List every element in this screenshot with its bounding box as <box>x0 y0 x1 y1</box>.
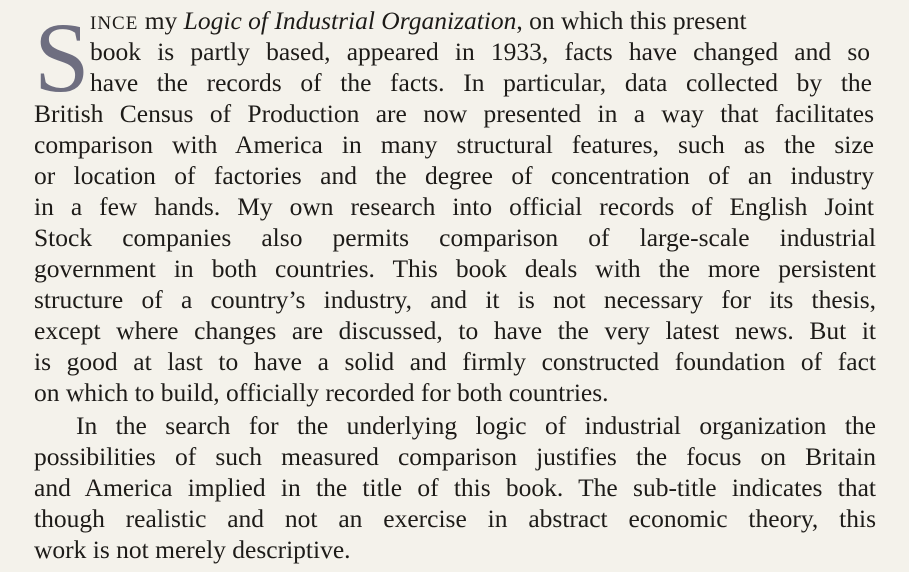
para1-line-8: Stock companies also permits comparison of large-scale industrial <box>34 223 876 252</box>
para1-line-6: or location of factories and the degree of concentration of an industry <box>34 161 874 190</box>
para1-line-11: except where changes are discussed, to have the very latest news. But it <box>34 316 876 345</box>
para2-line-3: and America implied in the title of this book. The sub-title indicates that <box>34 473 876 502</box>
para1-line-4: British Census of Production are now presented in a way that facilitates <box>34 99 874 128</box>
para1-line-9: government in both countries. This book deals with the more persistent <box>34 254 876 283</box>
lead-rest: , on which this present <box>516 6 747 35</box>
para2-line-1: In the search for the underlying logic of industrial organization the <box>76 411 876 440</box>
drop-cap: S <box>34 2 90 113</box>
para2-line-4: though realistic and not an exercise in abstract economic theory, this <box>34 504 876 533</box>
smallcaps-lead: INCE <box>90 13 139 34</box>
book-title-italic: Logic of Industrial Organization <box>183 6 517 35</box>
para1-line-12: is good at last to have a solid and firmly constructed foundation of fact <box>34 347 876 376</box>
para2-line-5: work is not merely descriptive. <box>34 535 351 564</box>
para1-line-10: structure of a country’s industry, and it is not necessary for its thesis, <box>34 285 876 314</box>
para1-line-5: comparison with America in many structural features, such as the size <box>34 130 874 159</box>
para1-line-1 <box>90 6 747 39</box>
para1-line-2: book is partly based, appeared in 1933, facts have changed and so <box>90 37 870 66</box>
lead-connector: my <box>138 6 184 35</box>
para2-line-2: possibilities of such measured comparison justifies the focus on Britain <box>34 442 876 471</box>
para1-line-7: in a few hands. My own research into official records of English Joint <box>34 192 874 221</box>
para1-line-13: on which to build, officially recorded for both countries. <box>34 378 609 407</box>
para1-line-3: have the records of the facts. In particular, data collected by the <box>90 68 872 97</box>
